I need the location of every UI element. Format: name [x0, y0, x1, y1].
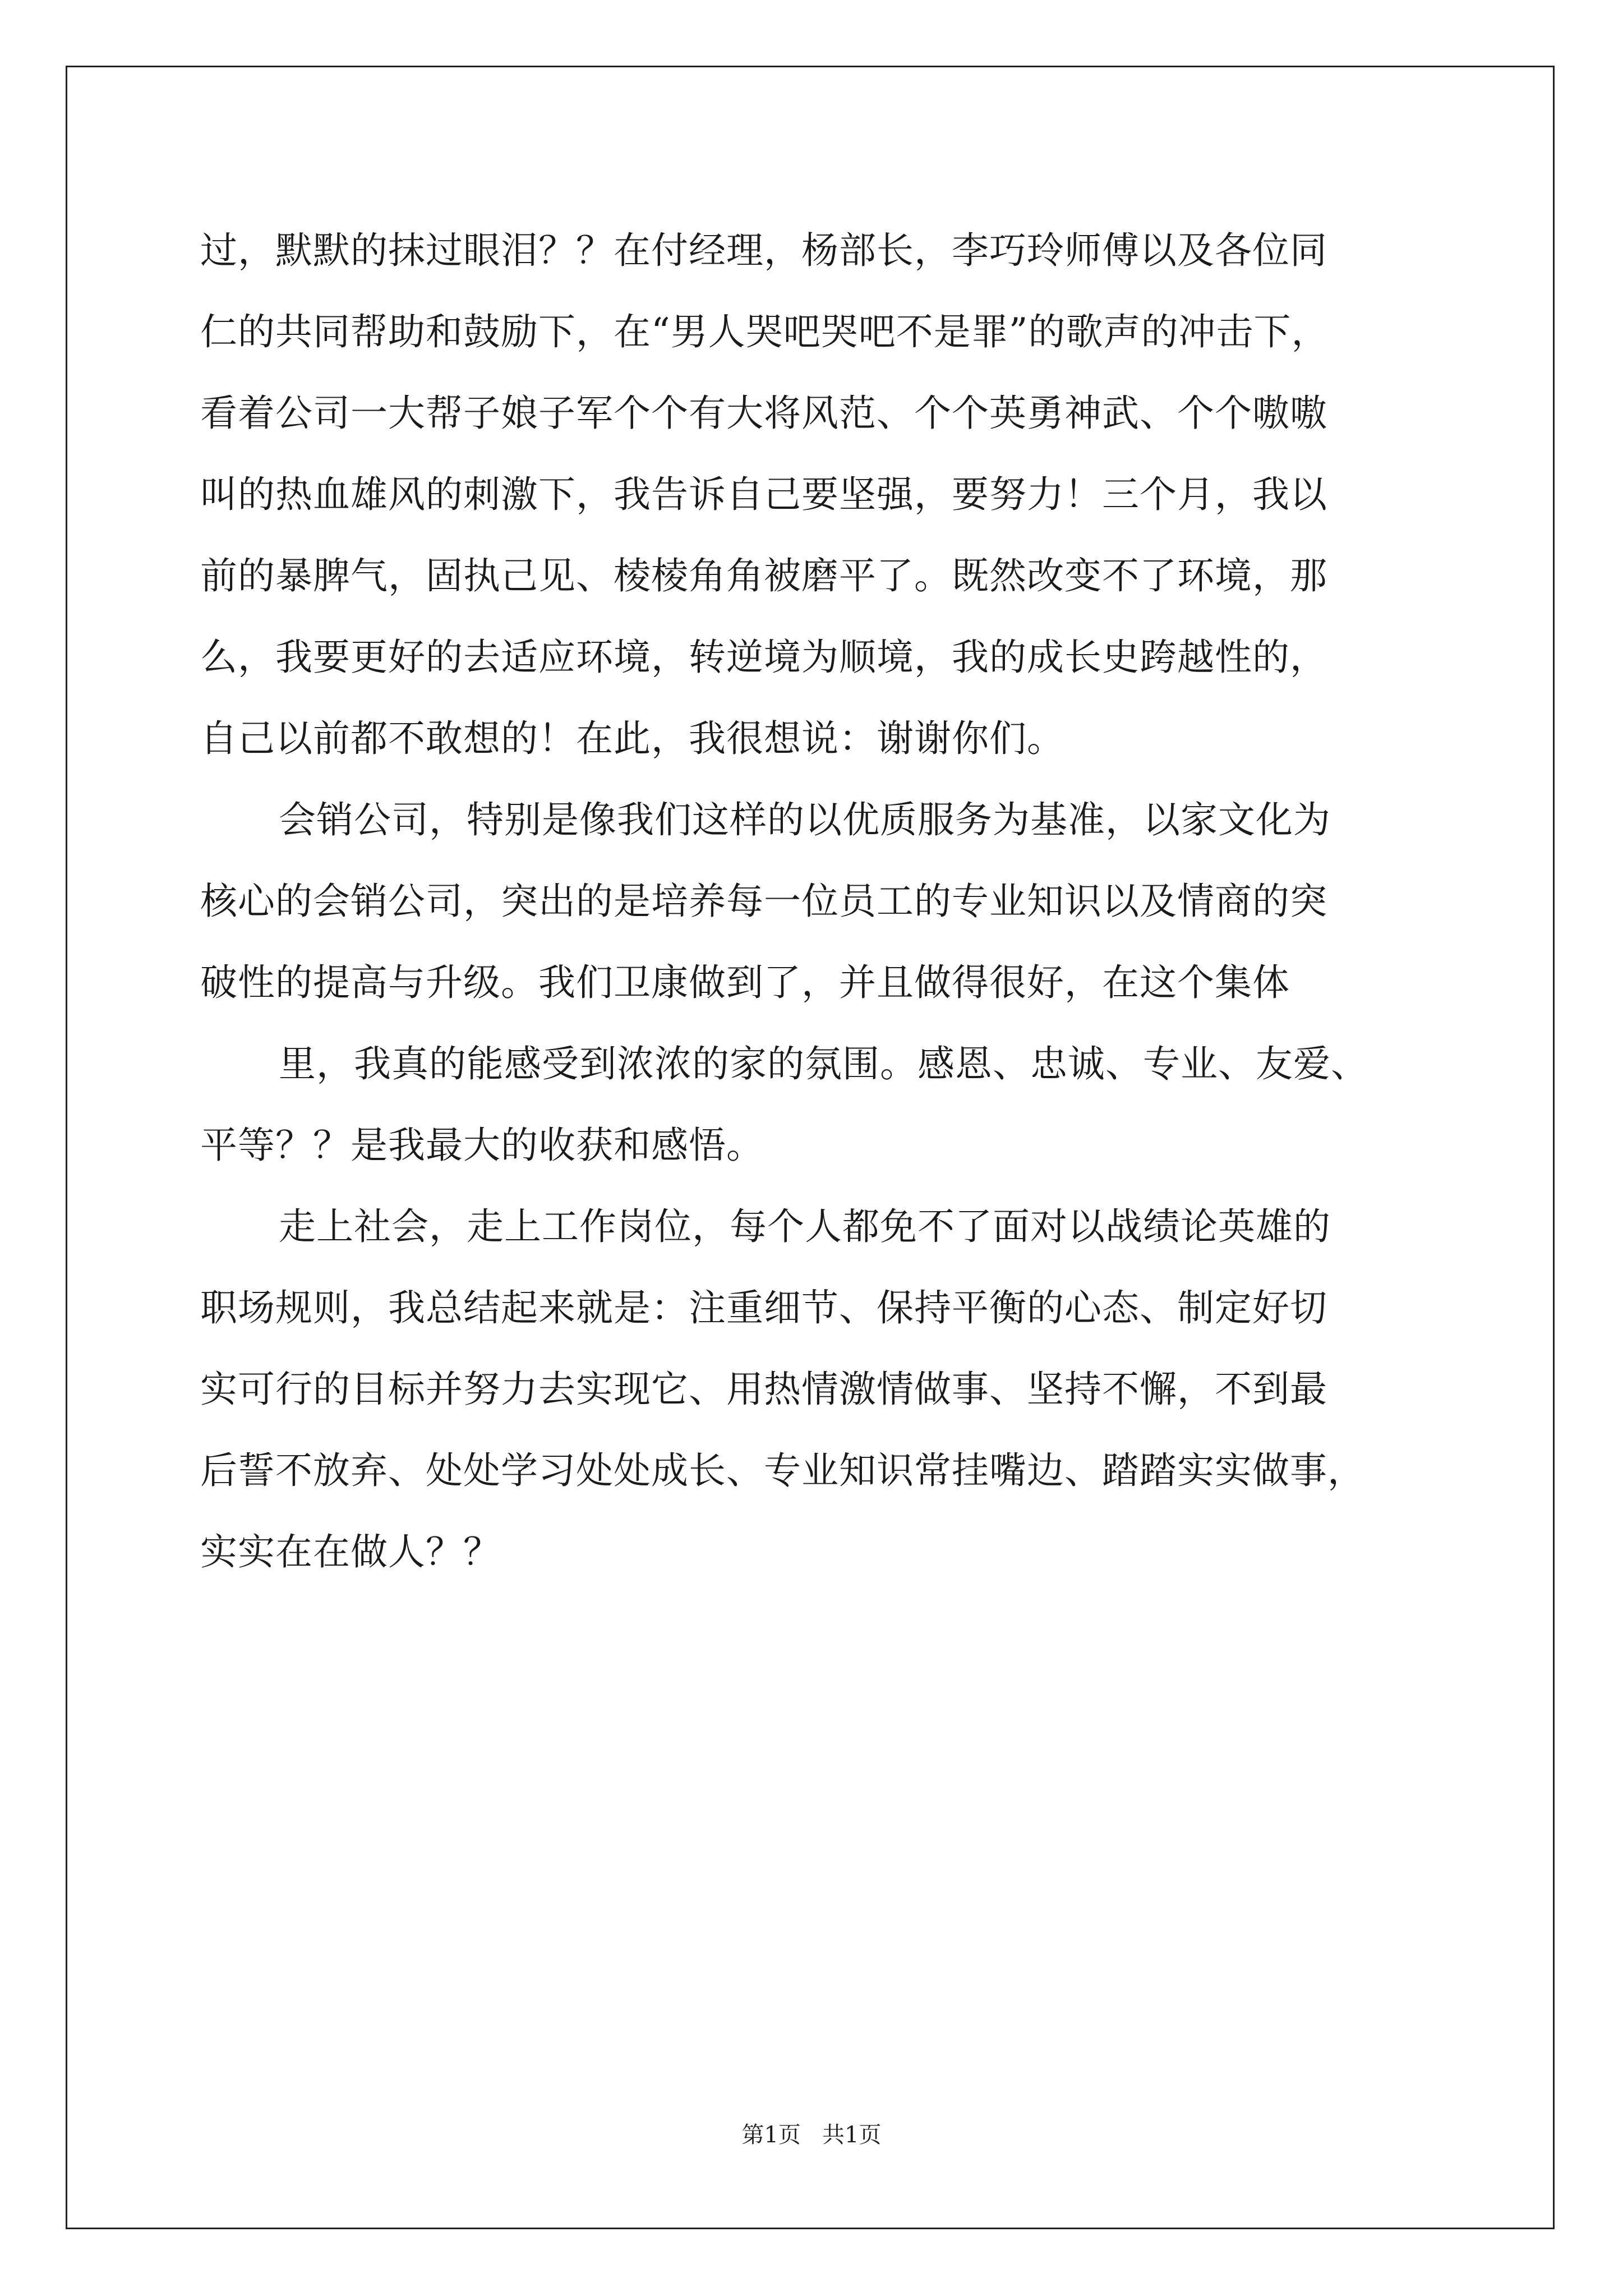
body-line-16: 后誓不放弃、处处学习处处成长、专业知识常挂嘴边、踏踏实实做事， [200, 1449, 1365, 1492]
body-line-6: 么，我要更好的去适应环境，转逆境为顺境，我的成长史跨越性的， [200, 636, 1327, 679]
body-line-2: 仁的共同帮助和鼓励下，在“男人哭吧哭吧不是罪”的歌声的冲击下， [200, 310, 1329, 353]
body-line-5: 前的暴脾气，固执己见、棱棱角角被磨平了。既然改变不了环境，那 [200, 554, 1327, 597]
body-line-11: 里，我真的能感受到浓浓的家的氛围。感恩、忠诚、专业、友爱、 [279, 1042, 1368, 1085]
body-line-3: 看着公司一大帮子娘子军个个有大将风范、个个英勇神武、个个嗷嗷 [200, 392, 1327, 435]
paragraph-3-first-line: 走上社会，走上工作岗位，每个人都免不了面对以战绩论英雄的 [279, 1205, 1331, 1248]
body-line-1: 过，默默的抹过眼泪？？在付经理，杨部长，李巧玲师傅以及各位同 [200, 229, 1327, 272]
page-number-footer: 第1页 共1页 [741, 2122, 882, 2148]
body-line-14: 职场规则，我总结起来就是：注重细节、保持平衡的心态、制定好切 [200, 1286, 1327, 1329]
body-line-12: 平等？？是我最大的收获和感悟。 [200, 1124, 764, 1167]
body-line-15: 实可行的目标并努力去实现它、用热情激情做事、坚持不懈，不到最 [200, 1368, 1327, 1411]
body-line-9: 核心的会销公司，突出的是培养每一位员工的专业知识以及情商的突 [200, 880, 1327, 923]
body-line-4: 叫的热血雄风的刺激下，我告诉自己要坚强，要努力！三个月，我以 [200, 473, 1327, 516]
body-line-10: 破性的提高与升级。我们卫康做到了，并且做得很好，在这个集体 [200, 961, 1290, 1004]
body-line-17: 实实在在做人？？ [200, 1530, 501, 1573]
body-line-7: 自己以前都不敢想的！在此，我很想说：谢谢你们。 [200, 717, 1064, 760]
paragraph-2-first-line: 会销公司，特别是像我们这样的以优质服务为基准，以家文化为 [279, 798, 1331, 841]
